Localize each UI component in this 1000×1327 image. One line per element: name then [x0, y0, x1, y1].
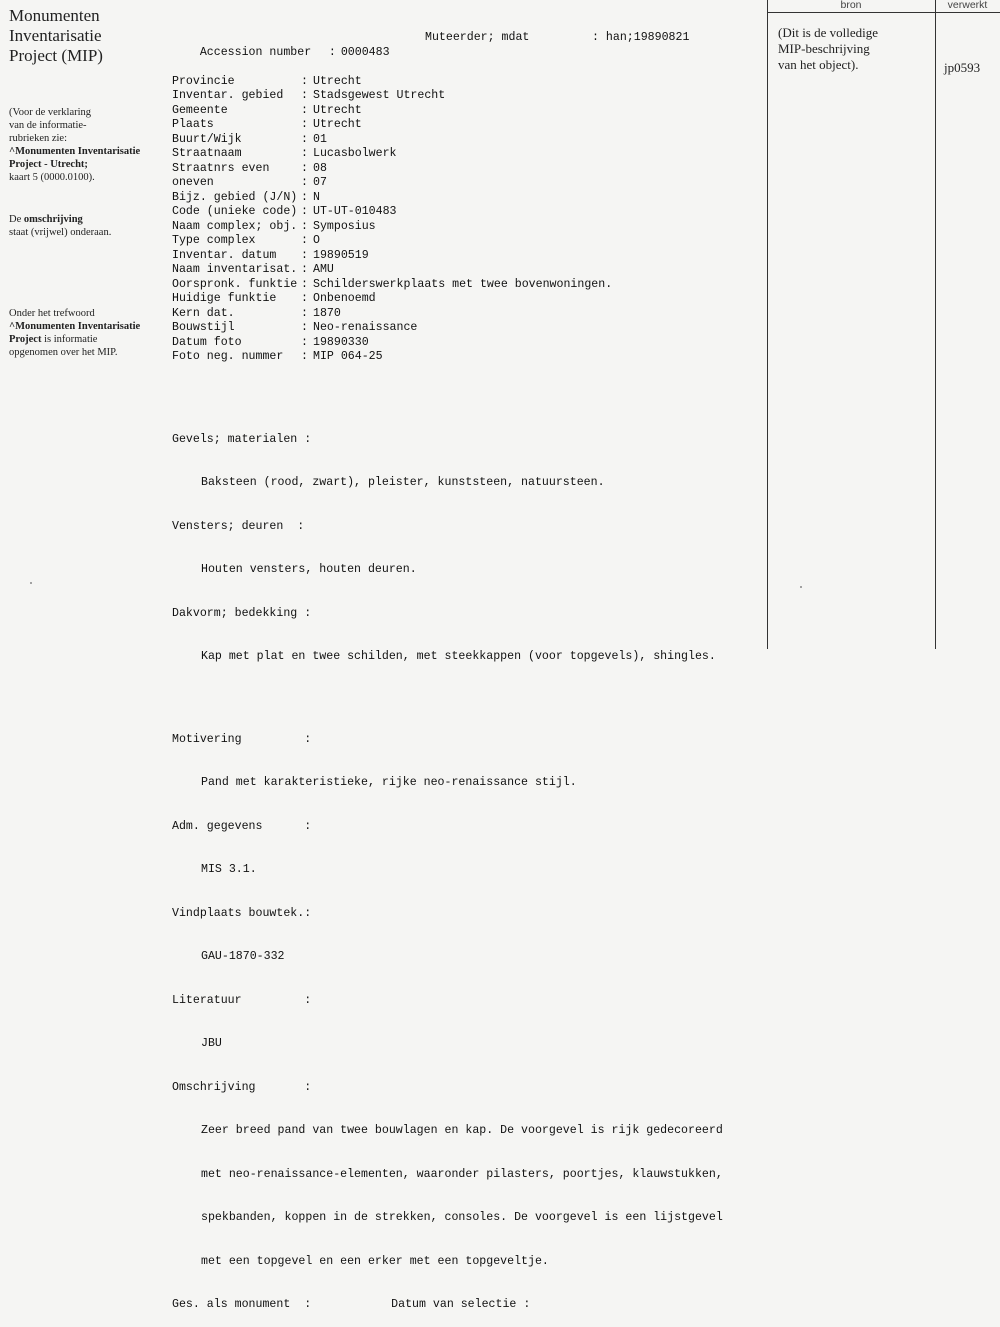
- note-text: is informatie: [41, 334, 98, 345]
- omschrijving-line: met een topgevel en een erker met een topgeveltje.: [201, 1254, 549, 1268]
- note-line: (Voor de verklaring: [9, 107, 92, 118]
- colon: :: [301, 118, 308, 131]
- note-line: van de informatie-: [9, 120, 87, 131]
- field-row: [172, 89, 762, 104]
- colon: :: [301, 335, 308, 349]
- field-value: Utrecht: [313, 118, 362, 131]
- bron-note-line: van het object).: [778, 57, 859, 72]
- scan-speck: [30, 582, 32, 584]
- trefwoord-note: [9, 307, 169, 359]
- mip-record: [172, 2, 762, 1327]
- field-row: [172, 278, 762, 293]
- field-label: Datum foto: [172, 335, 242, 349]
- field-label: Bijz. gebied (J/N): [172, 190, 298, 204]
- colon: :: [301, 277, 308, 291]
- colon: :: [301, 350, 308, 363]
- datum-selectie-label: Datum van selectie :: [391, 1298, 531, 1311]
- literatuur-label: Literatuur :: [172, 993, 312, 1007]
- field-row: [172, 350, 762, 365]
- field-value: 19890330: [313, 335, 369, 349]
- document-title: [9, 6, 103, 66]
- field-row: [172, 234, 762, 249]
- field-label: Bouwstijl: [172, 321, 235, 334]
- note-line: staat (vrijwel) onderaan.: [9, 227, 112, 238]
- field-label: Code (unieke code): [172, 205, 298, 218]
- muteerder-value-text: han;19890821: [605, 31, 690, 44]
- monument-row: [172, 1298, 762, 1313]
- bron-header: bron: [840, 0, 862, 11]
- title-line: Project (MIP): [9, 46, 103, 65]
- vindplaats-label: Vindplaats bouwtek.:: [172, 906, 312, 920]
- field-value: N: [313, 190, 320, 204]
- field-label: Naam complex; obj.: [172, 219, 298, 233]
- omschrijving-line: Zeer breed pand van twee bouwlagen en kap. De voorgevel is rijk gedecoreerd: [201, 1124, 723, 1137]
- field-row: [172, 321, 762, 336]
- colon: :: [301, 306, 308, 320]
- note-line: Onder het trefwoord: [9, 308, 95, 319]
- field-row: [172, 263, 762, 278]
- field-value: Schilderswerkplaats met twee bovenwoningen.: [313, 277, 613, 291]
- gevels-value: Baksteen (rood, zwart), pleister, kunststeen, natuursteen.: [201, 476, 605, 489]
- header-rule: [767, 12, 1000, 13]
- colon: :: [301, 147, 308, 160]
- field-row: [172, 147, 762, 162]
- note-bold-line: ^Monumenten Inventarisatie: [9, 321, 141, 332]
- sidebar: [0, 0, 165, 649]
- field-value: Utrecht: [313, 74, 362, 88]
- field-value: Onbenoemd: [313, 292, 376, 305]
- note-line: rubrieken zie:: [9, 133, 68, 144]
- verwerkt-code: jp0593: [944, 60, 981, 75]
- colon: :: [301, 176, 308, 189]
- field-value: UT-UT-010483: [313, 205, 397, 218]
- accession-row: [172, 31, 762, 59]
- colon: :: [301, 132, 308, 146]
- note-text: De: [9, 214, 24, 225]
- field-label: Oorspronk. funktie: [172, 277, 298, 291]
- gevels-label: Gevels; materialen :: [172, 432, 312, 446]
- field-row: [172, 205, 762, 220]
- field-list: [172, 75, 762, 365]
- field-value: O: [313, 234, 320, 247]
- field-row: [172, 220, 762, 235]
- colon: :: [301, 219, 308, 233]
- colon: :: [301, 292, 308, 305]
- field-value: Utrecht: [313, 103, 362, 117]
- field-label: oneven: [172, 176, 214, 189]
- field-value: AMU: [313, 263, 334, 276]
- verwerkt-header: verwerkt: [947, 0, 988, 11]
- bron-note-line: (Dit is de volledige: [778, 25, 879, 40]
- field-value: MIP 064-25: [313, 350, 383, 363]
- colon: :: [301, 248, 308, 262]
- field-value: Stadsgewest Utrecht: [313, 89, 446, 102]
- field-value: Lucasbolwerk: [313, 147, 397, 160]
- explanation-note: [9, 106, 169, 184]
- colon: :: [301, 205, 308, 218]
- omschrijving-line: met neo-renaissance-elementen, waaronder pilasters, poortjes, klauwstukken,: [201, 1167, 723, 1181]
- field-label: Gemeente: [172, 103, 228, 117]
- field-label: Inventar. gebied: [172, 89, 284, 102]
- vindplaats-value: GAU-1870-332: [201, 950, 285, 963]
- field-row: [172, 307, 762, 322]
- field-label: Buurt/Wijk: [172, 132, 242, 146]
- field-value: 19890519: [313, 248, 369, 262]
- field-row: [172, 75, 762, 90]
- omschrijving-label: Omschrijving :: [172, 1080, 312, 1094]
- ges-monument-label: Ges. als monument :: [172, 1298, 312, 1311]
- field-row: [172, 191, 762, 206]
- note-line: opgenomen over het MIP.: [9, 347, 118, 358]
- bron-note-line: MIP-beschrijving: [778, 41, 870, 56]
- colon: :: [301, 263, 308, 276]
- field-row: [172, 249, 762, 264]
- field-label: Huidige funktie: [172, 292, 277, 305]
- field-row: [172, 133, 762, 148]
- title-line: Inventarisatie: [9, 26, 102, 45]
- motivering-label: Motivering :: [172, 732, 312, 746]
- omschrijving-line: spekbanden, koppen in de strekken, consoles. De voorgevel is een lijstgevel: [201, 1211, 723, 1224]
- note-bold-text: omschrijving: [23, 214, 83, 225]
- accession-label: Accession number: [199, 45, 312, 59]
- field-value: 1870: [313, 306, 341, 320]
- muteerder-value: : han;19890821: [592, 31, 690, 44]
- scan-speck: [800, 586, 802, 588]
- field-label: Foto neg. nummer: [172, 350, 284, 363]
- accession-value: 0000483: [340, 45, 390, 59]
- colon: :: [301, 321, 308, 334]
- colon: :: [301, 190, 308, 204]
- field-label: Inventar. datum: [172, 248, 277, 262]
- note-bold-line: Project - Utrecht;: [9, 159, 88, 170]
- literatuur-value: JBU: [201, 1037, 222, 1050]
- muteerder-label: Muteerder; mdat: [425, 31, 530, 44]
- field-value: 08: [313, 161, 327, 175]
- field-row: [172, 336, 762, 351]
- field-label: Type complex: [172, 234, 256, 247]
- adm-label: Adm. gegevens :: [172, 819, 312, 833]
- field-row: [172, 118, 762, 133]
- colon: :: [301, 74, 308, 88]
- note-bold-line: ^Monumenten Inventarisatie: [9, 146, 141, 157]
- colon: :: [301, 234, 308, 247]
- vensters-label: Vensters; deuren :: [172, 519, 305, 533]
- adm-value: MIS 3.1.: [201, 863, 257, 876]
- note-bold-line: Project: [9, 334, 42, 345]
- field-row: [172, 292, 762, 307]
- note-line: kaart 5 (0000.0100).: [9, 172, 95, 183]
- field-label: Provincie: [172, 74, 235, 88]
- omschrijving-note: [9, 213, 169, 239]
- motivering-value: Pand met karakteristieke, rijke neo-renaissance stijl.: [201, 776, 577, 789]
- field-value: Symposius: [313, 219, 376, 233]
- dakvorm-value: Kap met plat en twee schilden, met steekkappen (voor topgevels), shingles.: [201, 650, 716, 663]
- field-label: Plaats: [172, 118, 214, 131]
- field-value: Neo-renaissance: [313, 321, 418, 334]
- bron-note: [778, 25, 928, 73]
- colon: :: [301, 161, 308, 175]
- colon: :: [301, 89, 308, 102]
- title-line: Monumenten: [9, 6, 100, 25]
- column-divider: [935, 0, 936, 649]
- vensters-value: Houten vensters, houten deuren.: [201, 563, 417, 576]
- field-value: 07: [313, 176, 327, 189]
- field-label: Naam inventarisat.: [172, 263, 298, 276]
- field-row: [172, 176, 762, 191]
- field-row: [172, 162, 762, 177]
- colon: :: [301, 103, 308, 117]
- field-row: [172, 104, 762, 119]
- field-value: 01: [313, 132, 327, 146]
- field-label: Straatnrs even: [172, 161, 270, 175]
- field-label: Kern dat.: [172, 306, 235, 320]
- column-divider: [767, 0, 768, 649]
- field-label: Straatnaam: [172, 147, 242, 160]
- dakvorm-label: Dakvorm; bedekking :: [172, 606, 312, 620]
- colon: :: [328, 45, 336, 59]
